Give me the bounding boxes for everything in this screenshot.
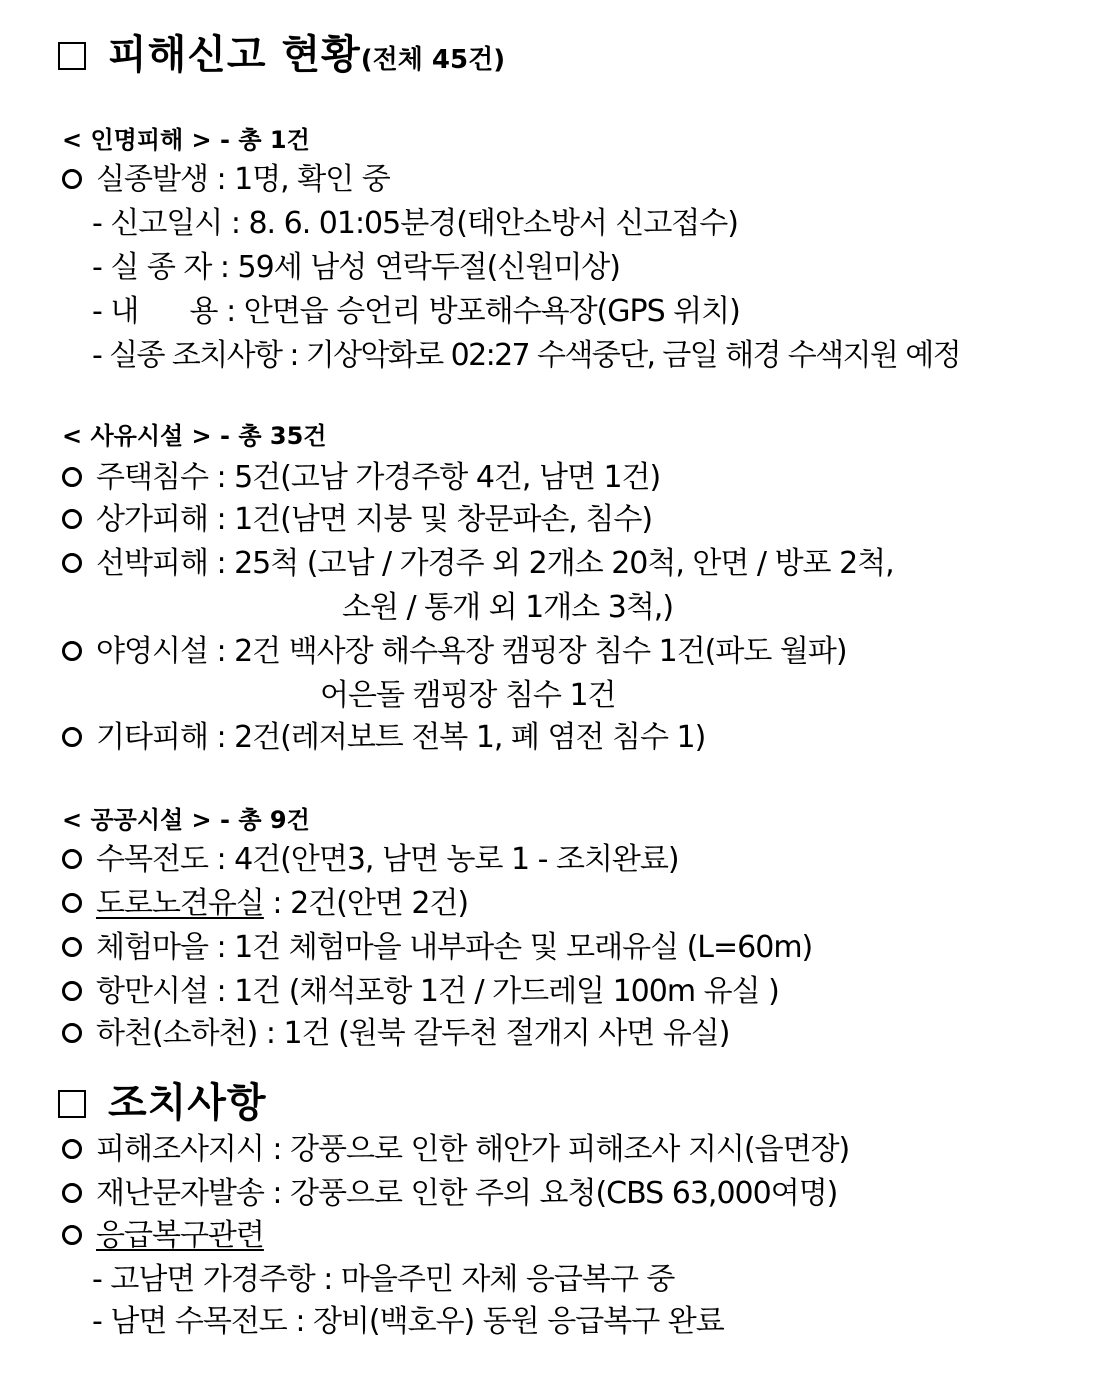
circle-bullet-icon (62, 553, 82, 573)
circle-bullet-icon (62, 937, 82, 957)
list-item: 야영시설 : 2건 백사장 해수욕장 캠핑장 침수 1건(파도 월파) (62, 632, 847, 672)
circle-bullet-icon (62, 727, 82, 747)
circle-bullet-icon (62, 981, 82, 1001)
list-item: 항만시설 : 1건 (채석포항 1건 / 가드레일 100m 유실 ) (62, 972, 779, 1012)
detail-item: - 남면 수목전도 : 장비(백호우) 동원 응급복구 완료 (92, 1304, 724, 1339)
list-item: 주택침수 : 5건(고남 가경주항 4건, 남면 1건) (62, 458, 660, 498)
checkbox-square-icon (58, 42, 86, 70)
list-item: 도로노견유실 : 2건(안면 2건) (62, 884, 468, 924)
detail-item: - 실종 조치사항 : 기상악화로 02:27 수색중단, 금일 해경 수색지원 예정 (92, 338, 960, 373)
list-item: 실종발생 : 1명, 확인 중 (62, 160, 390, 200)
circle-bullet-icon (62, 1183, 82, 1203)
circle-bullet-icon (62, 893, 82, 913)
list-item: 체험마을 : 1건 체험마을 내부파손 및 모래유실 (L=60m) (62, 928, 812, 968)
circle-bullet-icon (62, 169, 82, 189)
list-item-continuation: 어은돌 캠핑장 침수 1건 (320, 678, 616, 713)
list-item: 피해조사지시 : 강풍으로 인한 해안가 피해조사 지시(읍면장) (62, 1130, 849, 1170)
list-item: 재난문자발송 : 강풍으로 인한 주의 요청(CBS 63,000여명) (62, 1174, 837, 1214)
circle-bullet-icon (62, 1139, 82, 1159)
list-item: 하천(소하천) : 1건 (원북 갈두천 절개지 사면 유실) (62, 1014, 729, 1054)
list-item-continuation: 소원 / 통개 외 1개소 3척,) (342, 590, 674, 625)
list-item: 수목전도 : 4건(안면3, 남면 농로 1 - 조치완료) (62, 840, 679, 880)
circle-bullet-icon (62, 1023, 82, 1043)
list-item: 선박피해 : 25척 (고남 / 가경주 외 2개소 20척, 안면 / 방포 2척, (62, 544, 894, 584)
circle-bullet-icon (62, 1225, 82, 1245)
circle-bullet-icon (62, 849, 82, 869)
section-title-actions (58, 1078, 267, 1128)
list-item: 기타피해 : 2건(레저보트 전복 1, 폐 염전 침수 1) (62, 718, 705, 758)
circle-bullet-icon (62, 641, 82, 661)
circle-bullet-icon (62, 467, 82, 487)
circle-bullet-icon (62, 509, 82, 529)
detail-item: - 내 용 : 안면읍 승언리 방포해수욕장(GPS 위치) (92, 294, 740, 329)
subsection-header-public: < 공공시설 > - 총 9건 (62, 806, 310, 834)
detail-item: - 실 종 자 : 59세 남성 연락두절(신원미상) (92, 250, 620, 285)
subsection-header-casualty: < 인명피해 > - 총 1건 (62, 126, 310, 154)
section-title-text: 피해신고 현황 (108, 32, 361, 78)
detail-item: - 고남면 가경주항 : 마을주민 자체 응급복구 중 (92, 1262, 675, 1297)
list-item: 응급복구관련 (62, 1216, 264, 1256)
section-title-text: 조치사항 (108, 1080, 267, 1126)
list-item: 상가피해 : 1건(남면 지붕 및 창문파손, 침수) (62, 500, 652, 540)
subsection-header-private: < 사유시설 > - 총 35건 (62, 422, 327, 450)
section-title-damage-report (58, 30, 505, 85)
detail-item: - 신고일시 : 8. 6. 01:05분경(태안소방서 신고접수) (92, 206, 738, 241)
checkbox-square-icon (58, 1090, 86, 1118)
section-title-total: (전체 45건) (360, 45, 506, 75)
